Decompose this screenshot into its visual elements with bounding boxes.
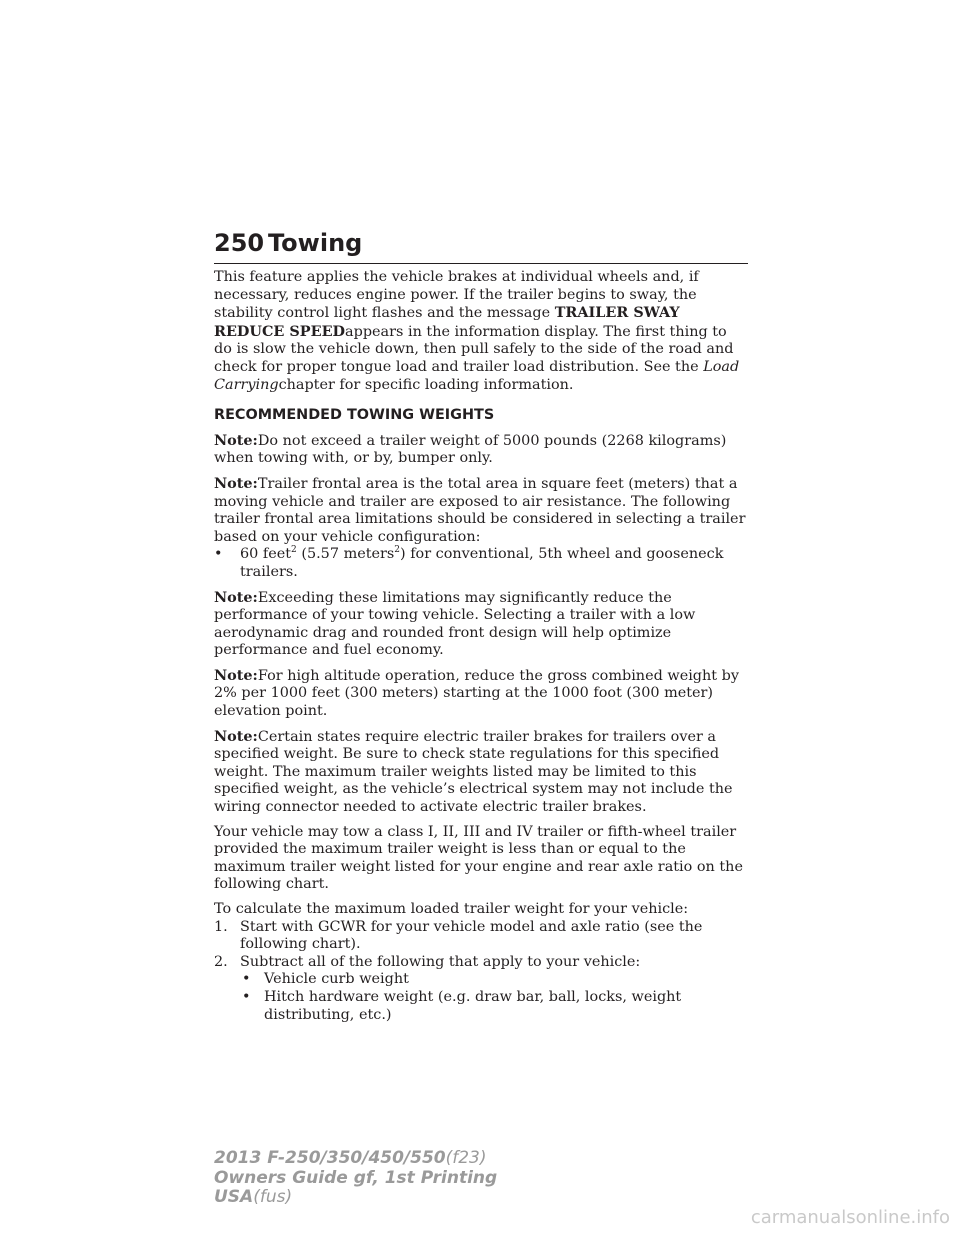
note-text: For high altitude operation, reduce the gross combined weight by 2% per 1000 feet (300 meters) starting at the 1000 foot (300 meter) elevation point. — [214, 667, 739, 720]
note-label: Note: — [214, 588, 258, 606]
frontal-area-bullet: • 60 feet$^2$ (5.57 meters$^2$) for conventional, 5th wheel and gooseneck trailers. — [214, 545, 724, 580]
document-footer — [214, 1149, 497, 1208]
note-label: Note: — [214, 474, 258, 492]
load-carrying-reference: Load Carrying — [214, 358, 740, 393]
note-text: Do not exceed a trailer weight of 5000 pounds (2268 kilograms) when towing with, or by, bumper only. — [214, 432, 727, 467]
section-heading: RECOMMENDED TOWING WEIGHTS — [214, 407, 495, 424]
intro-paragraph — [214, 269, 748, 394]
section-title: Towing — [268, 229, 363, 257]
trailer-sway-message: TRAILER SWAY REDUCE SPEED — [214, 304, 680, 340]
intro-text-3: chapter for specific loading information. — [278, 376, 574, 393]
intro-text-2: appears in the information display. The first thing to do is slow the vehicle down, then pull safely to the side of the road and check for proper tongue load and trailer load distribution. See the — [214, 323, 734, 375]
note-label: Note: — [214, 666, 258, 684]
note-label: Note: — [214, 727, 258, 745]
page-content — [214, 269, 748, 1024]
footer-market-line: USA(fus) — [214, 1187, 293, 1207]
calc-intro: To calculate the maximum loaded trailer weight for your vehicle: — [214, 901, 689, 917]
note-frontal-area — [214, 475, 748, 546]
bullet-symbol: • — [214, 546, 223, 563]
note-bumper — [214, 432, 748, 468]
note-text: Certain states require electric trailer brakes for trailers over a specified weight. Be sure to check state regulations for this specified weight. The maximum trailer weights listed may be limited to this specified weight, as the vehicle’s electrical system may not include the wiring connector needed to activate electric trailer brakes. — [214, 728, 733, 816]
sub-bullet-hitch-weight: • Hitch hardware weight (e.g. draw bar, ball, locks, weight distributing, etc.) — [242, 988, 682, 1023]
intro-text-1: This feature applies the vehicle brakes at individual wheels and, if necessary, reduces engine power. If the trailer begins to sway, the stability control light flashes and the message — [214, 269, 699, 322]
watermark: carmanualsonline.info — [750, 1207, 950, 1228]
footer-model-line: 2013 F-250/350/450/550(f23) — [214, 1148, 487, 1168]
page-header — [214, 229, 748, 264]
note-altitude — [214, 667, 748, 721]
trailer-class-paragraph: Your vehicle may tow a class I, II, III and IV trailer or fifth-wheel trailer provided the maximum trailer weight is less than or equal to the maximum trailer weight listed for your engine and rear axle ratio on the following chart. — [214, 823, 743, 893]
page-number: 250 — [214, 229, 265, 257]
note-text: Trailer frontal area is the total area in square feet (meters) that a moving vehicle and trailer are exposed to air resistance. The following trailer frontal area limitations should be considered in selecting a trailer based on your vehicle configuration: — [214, 475, 746, 545]
step-2: 2. Subtract all of the following that apply to your vehicle: — [214, 953, 641, 970]
note-text: Exceeding these limitations may significantly reduce the performance of your towing vehicle. Selecting a trailer with a low aerodynamic drag and rounded front design will help optimize performance and fuel economy. — [214, 589, 696, 659]
note-label: Note: — [214, 431, 258, 449]
footer-printing-line: Owners Guide gf, 1st Printing — [214, 1167, 498, 1188]
note-performance — [214, 589, 748, 660]
note-electric-brakes — [214, 728, 748, 817]
step-1: 1. Start with GCWR for your vehicle model and axle ratio (see the following chart). — [214, 918, 703, 953]
sub-bullet-curb-weight: • Vehicle curb weight — [242, 971, 409, 988]
